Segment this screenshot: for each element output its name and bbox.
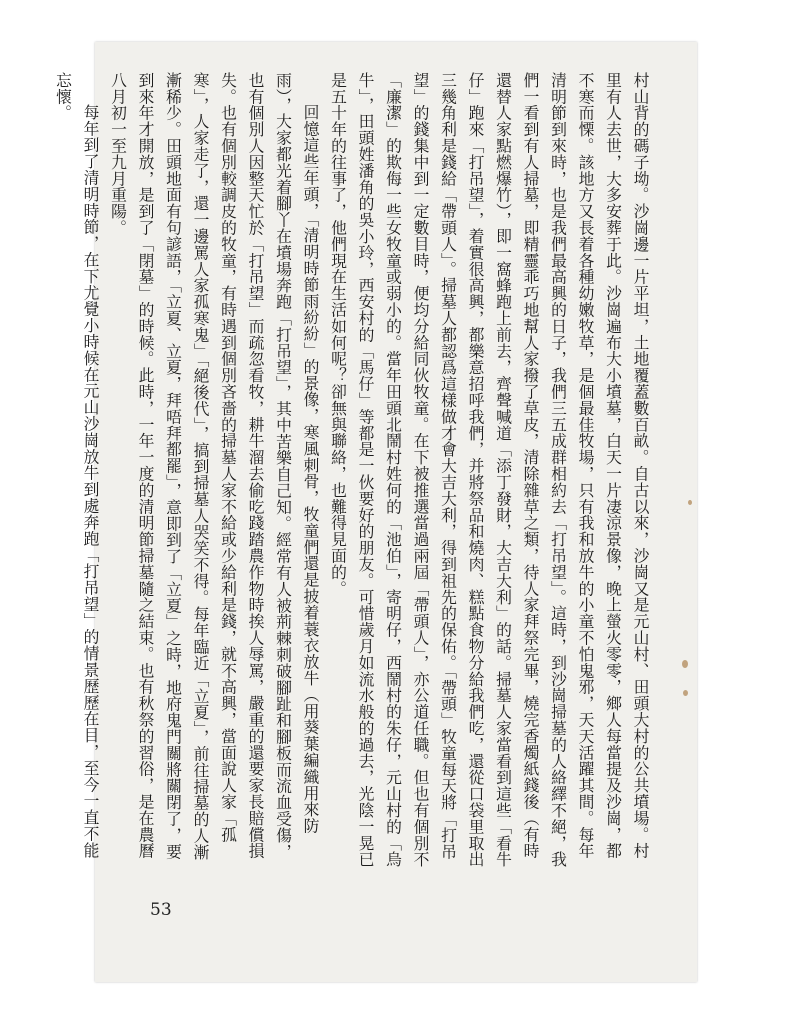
paragraph-2: 回憶這些年頭，「清明時節雨紛紛」的景像，寒風刺骨，牧童們還是披着蓑衣放牛（用葵葉編織用來防雨），大家都光着腳丫在墳場奔跑「打吊望」，其中苦樂自己知。經常有人被荊棘刺破腳趾和腳板而流血受傷，也有個別人因整天忙於「打吊望」而疏忽看牧，耕牛溜去偷吃踐踏農作物時挨人辱罵，嚴重的還要家長賠償損失。也有個別較調皮的牧童，有時遇到個別吝嗇的掃墓人家不給或少給利是錢，就不高興，當面說人家「孤寒」，人家走了，還一邊罵人家孤寒鬼」「絕後代」，搞到掃墓人哭笑不得。每年臨近「立夏」，前往掃墓的人漸漸稀少。田頭地面有句諺語，「立夏、立夏，拜唔拜都罷」，意即到了「立夏」之時，地府鬼門關將關閉了，要到來年才開放，是到了「閉墓」的時候。此時，一年一度的清明節掃墓隨之結束。也有秋祭的習俗，是在農曆八月初一至九月重陽。 bbox=[108, 72, 320, 861]
stain-spot bbox=[683, 690, 688, 696]
page-number: 53 bbox=[150, 900, 172, 920]
paragraph-1: 村山背的碼子坳。沙崗邊一片平坦，土地覆蓋數百畝。自古以來，沙崗又是元山村、田頭大村的公共墳場。村里有人去世，大多安葬于此。沙崗遍布大小墳墓，白天一片凄涼景像，晚上螢火零零，鄉人每當提及沙崗，都不寒而慄。該地方又長着各種幼嫩牧草，是個最佳牧場，只有我和放牛的小童不怕鬼邪，天天活躍其間。每年清明節到來時，也是我們最高興的日子，我們三五成群相約去「打吊望」。這時，到沙崗掃墓的人絡繹不絕，我們一看到有人掃墓，即精靈乖巧地幫人家撥了草皮，清除雜草之類，待人家拜祭完畢，燒完香燭紙錢後（有時還替人家點燃爆竹），即一窩蜂跑上前去，齊聲喊道「添丁發財，大吉大利」的話。掃墓人家當看到這些「看牛仔」跑來「打吊望」，着實很高興，都樂意招呼我們，并將祭品和燒肉、糕點食物分給我們吃，還從口袋里取出三幾角利是錢給「帶頭人」。掃墓人都認爲這樣做才會大吉大利，得到祖先的保佑。「帶頭」牧童每天將「打吊望」的錢集中到一定數目時，便均分給同伙牧童。在下被推選當過兩屆「帶頭人」，亦公道任職。但也有個別不「廉潔」的欺侮一些女牧童或弱小的。當年田頭北鬧村姓何的「池伯」，寄明仔，西鬧村的朱仔，元山村的「烏牛」，田頭姓潘角的吳小玲，西安村的「馬仔」等都是一伙要好的朋友。可惜歲月如流水般的過去，光陰一晃已是五十年的往事了，他們現在生活如何呢？卻無與聯絡，也難得見面的。 bbox=[328, 72, 650, 868]
stain-spot bbox=[682, 660, 688, 668]
vertical-body-text bbox=[53, 72, 654, 872]
stain-spot bbox=[688, 500, 692, 505]
paragraph-3: 每年到了清明時節，在下尤覺小時候在元山沙崗放牛到處奔跑「打吊望」的情景歷歷在目，至今一直不能忘懷。 bbox=[53, 72, 100, 858]
